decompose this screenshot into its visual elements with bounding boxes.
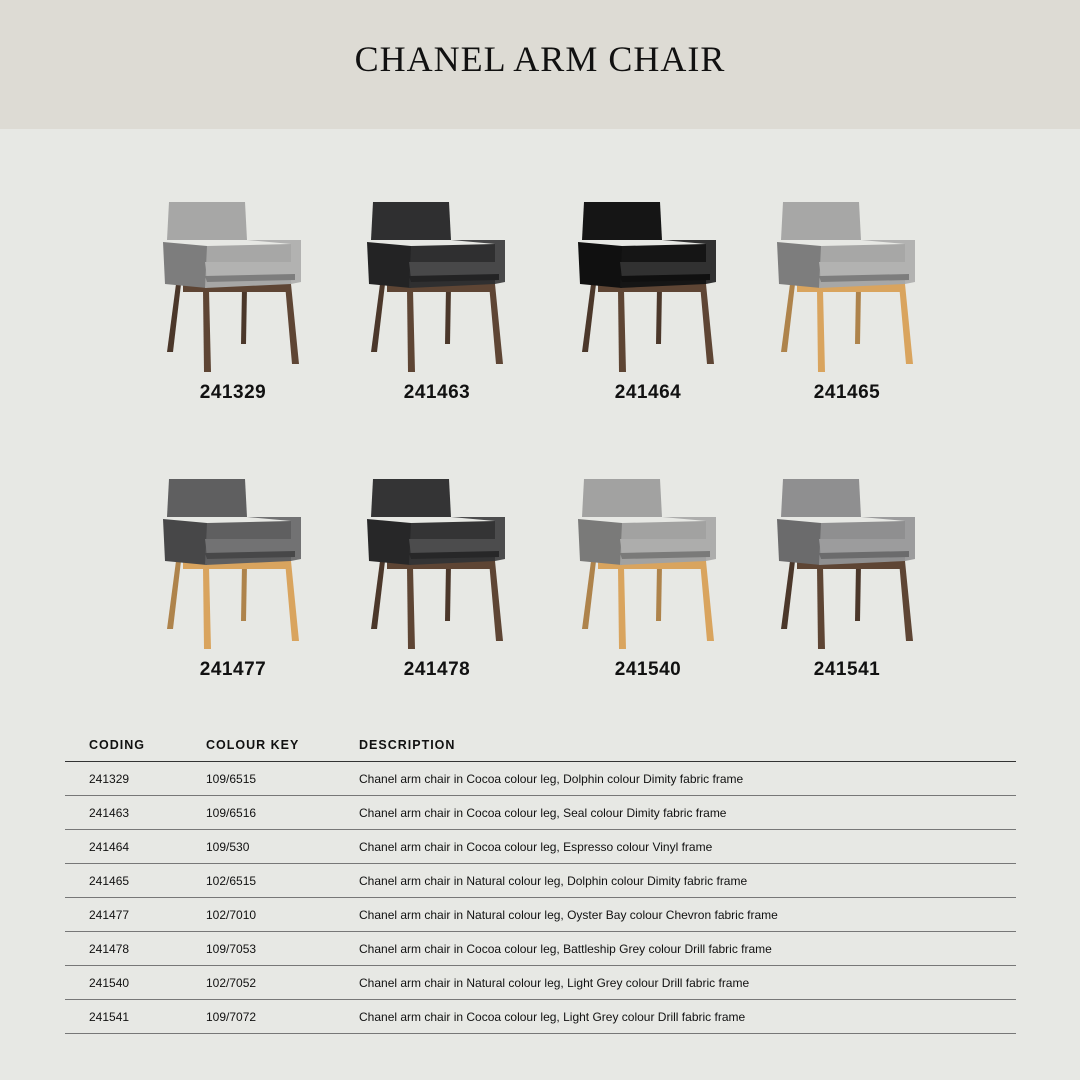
table-row: [65, 864, 1016, 898]
cell-coding: 241463: [89, 805, 130, 820]
table-row: [65, 762, 1016, 796]
table-row: [65, 898, 1016, 932]
column-header-colour-key: COLOUR KEY: [206, 737, 300, 752]
armchair-icon: [757, 469, 937, 659]
cell-colour-key: 109/6516: [206, 805, 257, 820]
table-row: [65, 830, 1016, 864]
product-card: [143, 192, 323, 404]
armchair-icon: [143, 469, 323, 659]
product-card: [558, 469, 738, 681]
product-card: [757, 192, 937, 404]
page-header: [0, 0, 1080, 129]
cell-colour-key: 102/7052: [206, 975, 257, 990]
armchair-icon: [143, 192, 323, 382]
table-row: [65, 932, 1016, 966]
cell-coding: 241478: [89, 941, 130, 956]
cell-coding: 241477: [89, 907, 130, 922]
cell-description: Chanel arm chair in Cocoa colour leg, Seal colour Dimity fabric frame: [359, 805, 727, 820]
cell-description: Chanel arm chair in Cocoa colour leg, Battleship Grey colour Drill fabric frame: [359, 941, 772, 956]
cell-colour-key: 109/7053: [206, 941, 257, 956]
cell-coding: 241540: [89, 975, 130, 990]
table-row: [65, 796, 1016, 830]
cell-coding: 241464: [89, 839, 130, 854]
armchair-icon: [347, 469, 527, 659]
cell-description: Chanel arm chair in Natural colour leg, Dolphin colour Dimity fabric frame: [359, 873, 748, 888]
cell-description: Chanel arm chair in Natural colour leg, Oyster Bay colour Chevron fabric frame: [359, 907, 778, 922]
cell-description: Chanel arm chair in Cocoa colour leg, Light Grey colour Drill fabric frame: [359, 1009, 746, 1024]
spec-table: [65, 728, 1016, 1034]
armchair-icon: [347, 192, 527, 382]
cell-description: Chanel arm chair in Natural colour leg, Light Grey colour Drill fabric frame: [359, 975, 750, 990]
table-row: [65, 966, 1016, 1000]
armchair-icon: [558, 192, 738, 382]
table-header: [65, 728, 1016, 762]
product-card: [757, 469, 937, 681]
armchair-icon: [757, 192, 937, 382]
product-card: [347, 192, 527, 404]
product-card: [143, 469, 323, 681]
product-code: 241541: [813, 659, 881, 680]
cell-colour-key: 109/7072: [206, 1009, 257, 1024]
table-row: [65, 1000, 1016, 1034]
product-code: 241465: [813, 382, 881, 403]
page-title: CHANEL ARM CHAIR: [354, 38, 726, 79]
product-code: 241477: [199, 659, 267, 680]
cell-colour-key: 102/6515: [206, 873, 257, 888]
cell-coding: 241541: [89, 1009, 130, 1024]
product-card: [347, 469, 527, 681]
product-code: 241464: [614, 382, 682, 403]
cell-colour-key: 102/7010: [206, 907, 257, 922]
armchair-icon: [558, 469, 738, 659]
column-header-description: DESCRIPTION: [359, 737, 456, 752]
cell-coding: 241329: [89, 771, 130, 786]
cell-colour-key: 109/530: [206, 839, 250, 854]
product-code: 241463: [403, 382, 471, 403]
cell-coding: 241465: [89, 873, 130, 888]
cell-description: Chanel arm chair in Cocoa colour leg, Dolphin colour Dimity fabric frame: [359, 771, 744, 786]
cell-colour-key: 109/6515: [206, 771, 257, 786]
cell-description: Chanel arm chair in Cocoa colour leg, Espresso colour Vinyl frame: [359, 839, 713, 854]
product-card: [558, 192, 738, 404]
product-code: 241478: [403, 659, 471, 680]
column-header-coding: CODING: [89, 737, 145, 752]
product-code: 241329: [199, 382, 267, 403]
product-code: 241540: [614, 659, 682, 680]
